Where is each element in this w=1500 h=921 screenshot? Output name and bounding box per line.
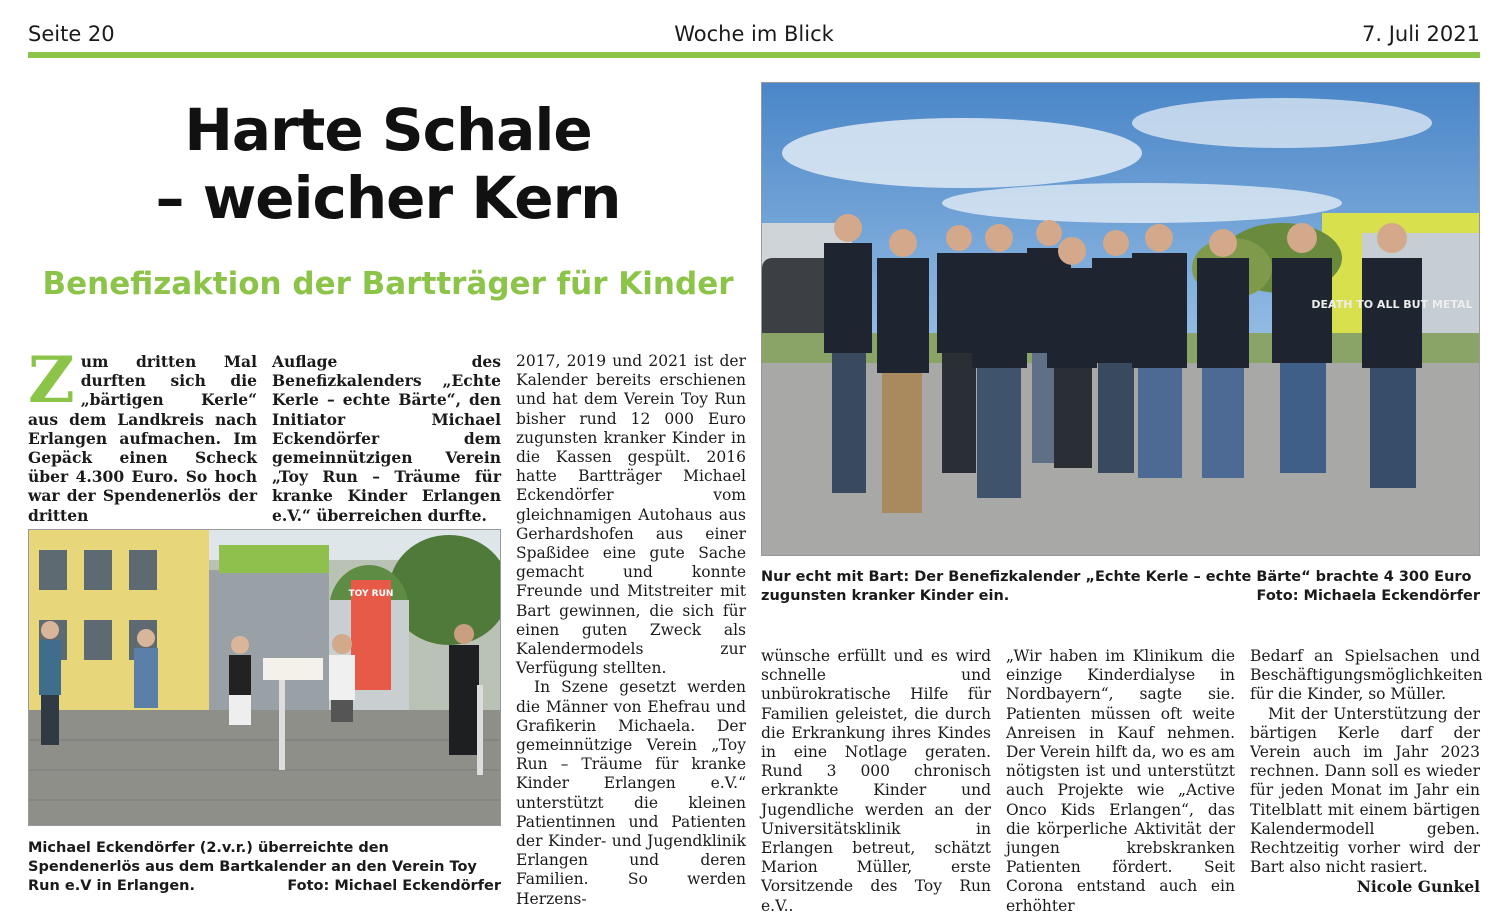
article-column-5 — [1006, 647, 1235, 916]
col6-paragraph-2: Mit der Unterstützung der bärtigen Kerle darf der Verein auch im Jahr 2023 rechnen. Dann soll es wieder für jeden Monat im Jahr ein Titelblatt mit einem bärtigen Kalendermodell geben. Rechtzeitig vorher wird der Bart also nicht rasiert. — [1250, 704, 1480, 877]
headline-line-1: Harte Schale — [184, 96, 592, 164]
article-column-4 — [761, 647, 991, 916]
photo-small-credit: Foto: Michael Eckendörfer — [287, 878, 501, 894]
col3-paragraph-1: 2017, 2019 und 2021 ist der Kalender bereits erschienen und hat dem Verein Toy Run bisher rund 12 000 Euro zugunsten kranker Kinder in die Kassen gespült. 2016 hatte Bartträger Michael Eckendörfer vom gleichnamigen Autohaus aus Gerhardshofen aus einer Spaßidee eine gute Sache gemacht und konnte Freunde und Mitstreiter mit Bart gewinnen, die sich für einen guten Zweck als Kalendermodels zur Verfügung stellten. — [516, 352, 746, 678]
subheadline: Benefizaktion der Bartträger für Kinder — [42, 266, 734, 302]
drop-cap: Z — [28, 343, 75, 418]
banner-text: TOY RUN — [348, 589, 394, 599]
col6-paragraph-1: Bedarf an Spielsachen und Beschäftigungsmöglichkeiten für die Kinder, so Müller. — [1250, 647, 1483, 704]
page-header — [28, 18, 1480, 52]
col5-paragraph-1: „Wir haben im Klinikum die einzige Kinderdialyse in Nordbayern“, sagte sie. Patienten müssen oft weite Anreisen in Kauf nehmen. Der Verein hilft da, wo es am nötigsten ist und unterstützt auch Projekte wie „Active Onco Kids Erlangen“, das die körperliche Aktivität der jungen krebskranken Patienten fördert. Seit Corona entstand auch ein erhöhter — [1006, 647, 1235, 915]
section-title: Woche im Blick — [674, 22, 834, 46]
check-handover-image — [29, 530, 501, 826]
col3-paragraph-2: In Szene gesetzt werden die Männer von Ehefrau und Grafikerin Michaela. Der gemeinnützige Verein „Toy Run – Träume für kranke Kinder Erlangen e.V.“ unterstützt die kleinen Patientinnen und Patienten der Kinder- und Jugendklinik Erlangen und deren Familien. So werden Herzens- — [516, 678, 746, 908]
photo-large-credit: Foto: Michaela Eckendörfer — [1256, 588, 1480, 604]
photo-group-bearded-men — [761, 82, 1480, 556]
col4-paragraph-1: wünsche erfüllt und es wird schnelle und unbürokratische Hilfe für Familien geleistet, die durch die Erkrankung ihres Kindes in eine Notlage geraten. Rund 3 000 chronisch erkrankte Kinder und Jugendliche werden an der Universitätsklinik in Erlangen betreut, schätzt Marion Müller, erste Vorsitzende des Toy Run e.V.. — [761, 647, 991, 915]
article-column-6 — [1250, 647, 1483, 897]
photo-large-caption — [761, 568, 1480, 606]
shirt-text: DEATH TO ALL BUT METAL — [1311, 298, 1473, 311]
lead-text-2: Auflage des Benefizkalenders „Echte Kerle – echte Bärte“, den Initiator Michael Eckendörfer dem gemeinnützigen Verein „Toy Run – Träume für kranke Kinder Erlangen e.V.“ überreichen durfte. — [272, 352, 501, 525]
article-column-1 — [28, 343, 257, 525]
header-rule — [28, 52, 1480, 58]
headline-line-2: – weicher Kern — [155, 164, 621, 232]
photo-small-caption-text: Michael Eckendörfer (2.v.r.) überreichte den Spendenerlös aus dem Bartkalender an den Verein Toy Run e.V in Erlangen. — [28, 840, 477, 894]
page-number: Seite 20 — [28, 22, 115, 46]
group-photo-image — [762, 83, 1480, 556]
article-column-2 — [272, 352, 501, 525]
photo-large-caption-text: Nur echt mit Bart: Der Benefizkalender „Echte Kerle – echte Bärte“ brachte 4 300 Euro zugunsten kranker Kinder ein. — [761, 569, 1472, 604]
article-column-3 — [516, 352, 746, 909]
photo-small-caption — [28, 839, 501, 896]
headline — [28, 96, 748, 232]
issue-date: 7. Juli 2021 — [1361, 22, 1480, 46]
photo-check-handover — [28, 529, 501, 826]
author-signature: Nicole Gunkel — [1356, 877, 1480, 897]
lead-text-1: um dritten Mal durften sich die „bärtigen Kerle“ aus dem Landkreis nach Erlangen aufmachen. Im Gepäck einen Scheck über 4.300 Euro. So hoch war der Spendenerlös der dritten — [28, 352, 257, 525]
